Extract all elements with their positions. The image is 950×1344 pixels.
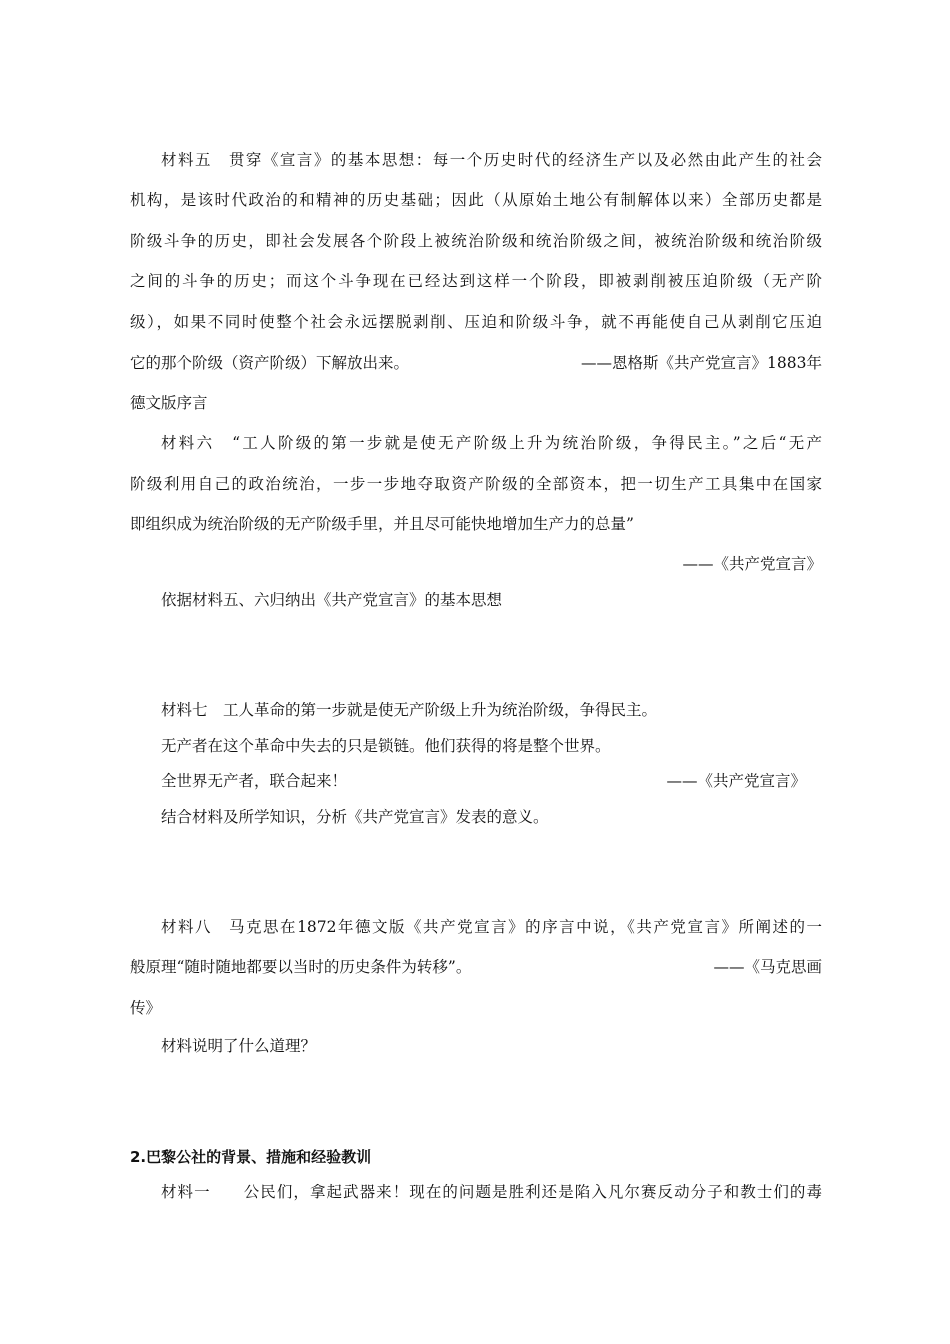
material-6-source: ——《共产党宣言》 (682, 555, 822, 573)
material-7-line-3 (161, 771, 806, 791)
material-8-text-end: 般原理“随时随地都要以当时的历史条件为转移”。 (130, 958, 472, 976)
material-6-line-2: 阶级利用自己的政治统治，一步一步地夺取资产阶级的全部资本，把一切生产工具集中在国家 (130, 475, 822, 493)
material-5-line-2: 机构，是该时代政治的和精神的历史基础；因此（从原始土地公有制解体以来）全部历史都是 (130, 191, 822, 209)
material-5-line-4: 之间的斗争的历史；而这个斗争现在已经达到这样一个阶段，即被剥削被压迫阶级（无产阶 (130, 272, 822, 290)
material-7-slogan: 全世界无产者，联合起来！ (161, 772, 348, 790)
material-7-question: 结合材料及所学知识，分析《共产党宣言》发表的意义。 (161, 808, 549, 826)
material-6-line-1: 材料六 “工人阶级的第一步就是使无产阶级上升为统治阶级，争得民主。”之后“无产 (161, 434, 822, 452)
section-2-heading: 2.巴黎公社的背景、措施和经验教训 (130, 1148, 372, 1166)
material-7-line-1: 材料七 工人革命的第一步就是使无产阶级上升为统治阶级，争得民主。 (161, 701, 658, 719)
material-5-line-5: 级），如果不同时使整个社会永远摆脱剥削、压迫和阶级斗争，就不再能使自己从剥削它压迫 (130, 313, 822, 331)
material-8-line-1: 材料八 马克思在1872年德文版《共产党宣言》的序言中说，《共产党宣言》所阐述的一 (161, 918, 822, 936)
material-8-question: 材料说明了什么道理？ (161, 1037, 317, 1055)
material-7-line-2: 无产者在这个革命中失去的只是锁链。他们获得的将是整个世界。 (161, 737, 611, 755)
material-5-source-cont: 德文版序言 (130, 394, 208, 412)
material-7-source: ——《共产党宣言》 (666, 772, 806, 790)
material-5-text-end: 它的那个阶级（资产阶级）下解放出来。 (130, 354, 410, 372)
material-8-source: ——《马克思画 (713, 958, 822, 976)
material-5-line-6 (130, 353, 822, 373)
material-6-line-3: 即组织成为统治阶级的无产阶级手里，并且尽可能快地增加生产力的总量” (130, 515, 634, 533)
material-8-line-2 (130, 957, 822, 977)
material-5-line-3: 阶级斗争的历史，即社会发展各个阶段上被统治阶级和统治阶级之间，被统治阶级和统治阶级 (130, 232, 822, 250)
material-6-question: 依据材料五、六归纳出《共产党宣言》的基本思想 (161, 591, 503, 609)
section-2-material-1: 材料一 公民们，拿起武器来！现在的问题是胜利还是陷入凡尔赛反动分子和教士们的毒 (161, 1183, 822, 1201)
material-8-source-cont: 传》 (130, 999, 162, 1017)
material-5-line-1: 材料五 贯穿《宣言》的基本思想：每一个历史时代的经济生产以及必然由此产生的社会 (161, 151, 822, 169)
material-5-source: ——恩格斯《共产党宣言》1883年 (581, 354, 822, 372)
